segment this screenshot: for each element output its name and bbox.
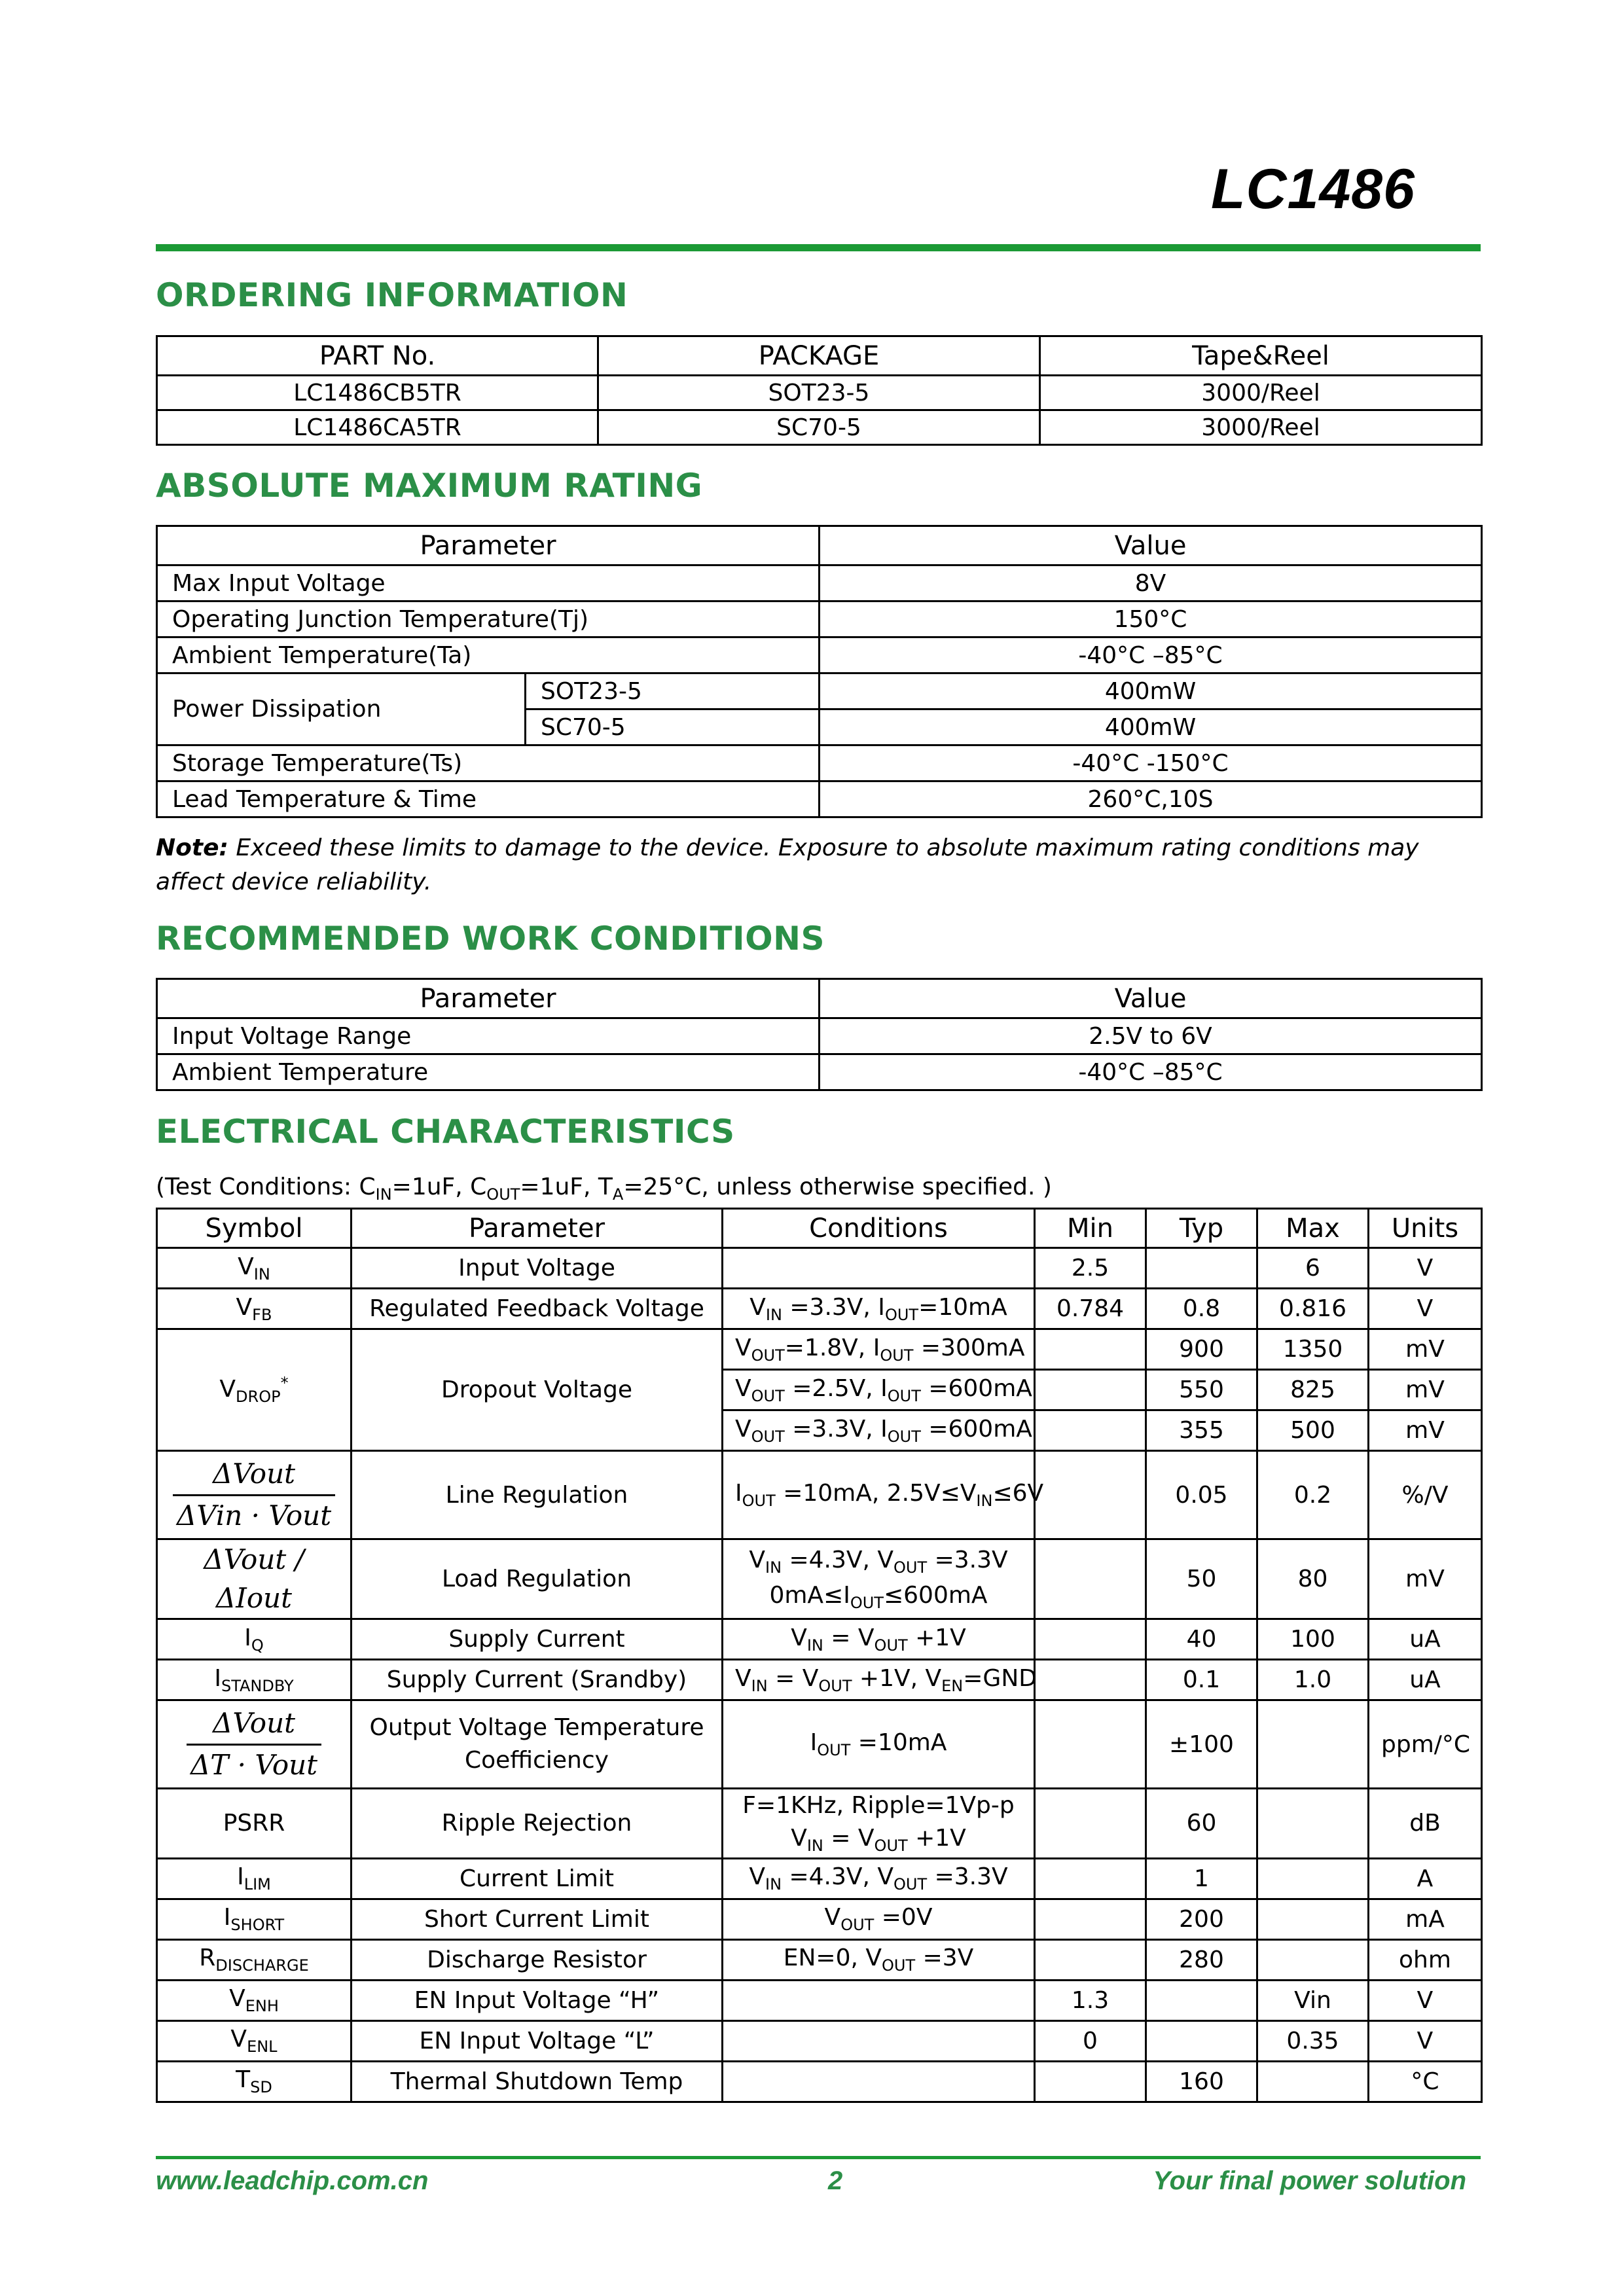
min-cell bbox=[1035, 1539, 1146, 1619]
ordering-title: ORDERING INFORMATION bbox=[156, 276, 628, 314]
typ-cell: 60 bbox=[1146, 1789, 1257, 1859]
max-cell bbox=[1257, 1858, 1369, 1899]
symbol-cell: $R_{DISCHARGE}$ bbox=[157, 1939, 352, 1980]
header-cell: Value bbox=[820, 979, 1482, 1018]
header-cell: Max bbox=[1257, 1209, 1369, 1248]
table-row bbox=[157, 1700, 1482, 1789]
table-row bbox=[157, 410, 1482, 445]
table-cell: SC70-5 bbox=[598, 410, 1040, 445]
table-cell: 3000/Reel bbox=[1040, 410, 1482, 445]
table-row bbox=[157, 565, 1482, 601]
unit-cell: V bbox=[1369, 2020, 1482, 2061]
param-cell: Regulated Feedback Voltage bbox=[352, 1289, 723, 1329]
table-row bbox=[157, 1660, 1482, 1700]
table-row bbox=[157, 1789, 1482, 1859]
min-cell bbox=[1035, 1329, 1146, 1370]
max-cell bbox=[1257, 1700, 1369, 1789]
recommended-title: RECOMMENDED WORK CONDITIONS bbox=[156, 920, 825, 958]
symbol-cell: $I_{SHORT}$ bbox=[157, 1899, 352, 1939]
footer-website-link[interactable]: www.leadchip.com.cn bbox=[156, 2166, 429, 2195]
min-cell bbox=[1035, 1939, 1146, 1980]
param-cell: Supply Current bbox=[352, 1619, 723, 1660]
cond-cell: F=1KHz, Ripple=1Vp-p $V_{IN} = V_{OUT} +1V$ bbox=[723, 1789, 1035, 1859]
header-cell: Value bbox=[820, 526, 1482, 565]
table-cell: Operating Junction Temperature(Tj) bbox=[157, 601, 820, 637]
unit-cell: ppm/°C bbox=[1369, 1700, 1482, 1789]
table-row bbox=[157, 1289, 1482, 1329]
min-cell bbox=[1035, 1899, 1146, 1939]
test-conditions: (Test Conditions: $C_{IN}=1uF$, $C_{OUT}=1uF$, $T_A=25^\circ C$, unless otherwise specified. ) bbox=[156, 1174, 1052, 1204]
max-cell: 100 bbox=[1257, 1619, 1369, 1660]
unit-cell: dB bbox=[1369, 1789, 1482, 1859]
unit-cell: mV bbox=[1369, 1539, 1482, 1619]
table-cell: Storage Temperature(Ts) bbox=[157, 745, 820, 781]
table-row bbox=[157, 1939, 1482, 1980]
note-text: Exceed these limits to damage to the device. Exposure to absolute maximum rating conditions may affect device reliability. bbox=[156, 834, 1419, 895]
max-cell bbox=[1257, 1899, 1369, 1939]
cond-cell bbox=[723, 1248, 1035, 1289]
max-cell: 6 bbox=[1257, 1248, 1369, 1289]
header-cell: Parameter bbox=[157, 526, 820, 565]
typ-cell: 550 bbox=[1146, 1370, 1257, 1410]
max-cell: 825 bbox=[1257, 1370, 1369, 1410]
table-row bbox=[157, 1539, 1482, 1619]
table-row bbox=[157, 1899, 1482, 1939]
typ-cell: 0.05 bbox=[1146, 1451, 1257, 1539]
min-cell bbox=[1035, 1858, 1146, 1899]
table-cell: SOT23-5 bbox=[526, 673, 820, 709]
table-cell: Max Input Voltage bbox=[157, 565, 820, 601]
min-cell bbox=[1035, 1789, 1146, 1859]
max-cell: 80 bbox=[1257, 1539, 1369, 1619]
unit-cell: %/V bbox=[1369, 1451, 1482, 1539]
param-cell: Thermal Shutdown Temp bbox=[352, 2061, 723, 2102]
cond-cell: $V_{IN} = V_{OUT} +1V$, $V_{EN}=GND$ bbox=[723, 1660, 1035, 1700]
table-cell: SC70-5 bbox=[526, 709, 820, 745]
unit-cell: uA bbox=[1369, 1619, 1482, 1660]
typ-cell: 40 bbox=[1146, 1619, 1257, 1660]
header-cell: Conditions bbox=[723, 1209, 1035, 1248]
table-cell: Input Voltage Range bbox=[157, 1018, 820, 1054]
param-cell: Output Voltage Temperature Coefficiency bbox=[352, 1700, 723, 1789]
table-row bbox=[157, 2061, 1482, 2102]
table-row bbox=[157, 2020, 1482, 2061]
symbol-cell: $V_{ENH}$ bbox=[157, 1980, 352, 2020]
header-cell: Symbol bbox=[157, 1209, 352, 1248]
param-cell: Ripple Rejection bbox=[352, 1789, 723, 1859]
table-cell: 260°C,10S bbox=[820, 781, 1482, 817]
symbol-cell: $V_{DROP}^*$ bbox=[157, 1329, 352, 1451]
param-cell: Discharge Resistor bbox=[352, 1939, 723, 1980]
min-cell bbox=[1035, 1370, 1146, 1410]
symbol-cell bbox=[157, 1539, 352, 1619]
max-cell: 1.0 bbox=[1257, 1660, 1369, 1700]
min-cell bbox=[1035, 1451, 1146, 1539]
max-cell: 0.35 bbox=[1257, 2020, 1369, 2061]
param-cell: Current Limit bbox=[352, 1858, 723, 1899]
unit-cell: V bbox=[1369, 1248, 1482, 1289]
cond-cell: $V_{IN} = V_{OUT} +1V$ bbox=[723, 1619, 1035, 1660]
symbol-cell: $T_{SD}$ bbox=[157, 2061, 352, 2102]
typ-cell: 0.1 bbox=[1146, 1660, 1257, 1700]
cond-cell: $I_{OUT} =10mA$ bbox=[723, 1700, 1035, 1789]
cond-cell: $V_{OUT} =0V$ bbox=[723, 1899, 1035, 1939]
table-row bbox=[157, 1858, 1482, 1899]
header-rule bbox=[156, 244, 1481, 251]
param-cell: Line Regulation bbox=[352, 1451, 723, 1539]
table-cell: -40°C -150°C bbox=[820, 745, 1482, 781]
table-cell: 400mW bbox=[820, 673, 1482, 709]
table-row bbox=[157, 601, 1482, 637]
footer-rule bbox=[156, 2156, 1481, 2159]
header-cell: PART No. bbox=[157, 336, 598, 376]
table-cell: -40°C –85°C bbox=[820, 1054, 1482, 1090]
line-reg-formula: $\frac{\text{ΔVout}}{\text{ΔVin · Vout}}$ bbox=[173, 1458, 335, 1532]
recommended-table bbox=[156, 978, 1483, 1091]
min-cell: 1.3 bbox=[1035, 1980, 1146, 2020]
cond-cell: EN=0, $V_{OUT} =3V$ bbox=[723, 1939, 1035, 1980]
max-cell: 1350 bbox=[1257, 1329, 1369, 1370]
cond-cell bbox=[723, 2061, 1035, 2102]
absmax-note bbox=[156, 831, 1481, 899]
max-cell: 500 bbox=[1257, 1410, 1369, 1451]
table-cell: LC1486CA5TR bbox=[157, 410, 598, 445]
max-cell bbox=[1257, 2061, 1369, 2102]
typ-cell: 0.8 bbox=[1146, 1289, 1257, 1329]
table-cell: Power Dissipation bbox=[157, 673, 526, 745]
table-cell: SOT23-5 bbox=[598, 376, 1040, 410]
max-cell: 0.2 bbox=[1257, 1451, 1369, 1539]
cond-cell: $V_{OUT} =3.3V$, $I_{OUT} =600mA$ bbox=[723, 1410, 1035, 1451]
symbol-cell bbox=[157, 1700, 352, 1789]
table-row bbox=[157, 1451, 1482, 1539]
electrical-title: ELECTRICAL CHARACTERISTICS bbox=[156, 1113, 735, 1151]
max-cell bbox=[1257, 1789, 1369, 1859]
symbol-cell: $V_{ENL}$ bbox=[157, 2020, 352, 2061]
cond-cell bbox=[723, 2020, 1035, 2061]
typ-cell bbox=[1146, 1980, 1257, 2020]
unit-cell: mV bbox=[1369, 1410, 1482, 1451]
symbol-cell: $I_{LIM}$ bbox=[157, 1858, 352, 1899]
symbol-cell: $V_{IN}$ bbox=[157, 1248, 352, 1289]
symbol-cell: $I_Q$ bbox=[157, 1619, 352, 1660]
table-row bbox=[157, 745, 1482, 781]
header-cell: Units bbox=[1369, 1209, 1482, 1248]
min-cell bbox=[1035, 2061, 1146, 2102]
typ-cell bbox=[1146, 2020, 1257, 2061]
unit-cell: mV bbox=[1369, 1370, 1482, 1410]
note-label: Note: bbox=[156, 834, 228, 861]
unit-cell: ohm bbox=[1369, 1939, 1482, 1980]
min-cell: 0 bbox=[1035, 2020, 1146, 2061]
typ-cell: 1 bbox=[1146, 1858, 1257, 1899]
absmax-title: ABSOLUTE MAXIMUM RATING bbox=[156, 467, 703, 505]
ordering-table bbox=[156, 335, 1483, 446]
absmax-table bbox=[156, 525, 1483, 818]
table-row bbox=[157, 1980, 1482, 2020]
cond-cell: $V_{OUT} =2.5V$, $I_{OUT} =600mA$ bbox=[723, 1370, 1035, 1410]
symbol-cell: PSRR bbox=[157, 1789, 352, 1859]
load-reg-formula: ΔVout / ΔIout bbox=[204, 1543, 304, 1614]
param-cell: EN Input Voltage “L” bbox=[352, 2020, 723, 2061]
footer-tagline: Your final power solution bbox=[1153, 2166, 1466, 2195]
min-cell: 2.5 bbox=[1035, 1248, 1146, 1289]
cond-cell: $I_{OUT} =10mA$, $2.5V\le V_{IN}\le 6V$ bbox=[723, 1451, 1035, 1539]
unit-cell: A bbox=[1369, 1858, 1482, 1899]
typ-cell: 355 bbox=[1146, 1410, 1257, 1451]
unit-cell: V bbox=[1369, 1980, 1482, 2020]
table-cell: 150°C bbox=[820, 601, 1482, 637]
header-cell: PACKAGE bbox=[598, 336, 1040, 376]
table-cell: Lead Temperature & Time bbox=[157, 781, 820, 817]
header-cell: Parameter bbox=[352, 1209, 723, 1248]
min-cell bbox=[1035, 1700, 1146, 1789]
typ-cell bbox=[1146, 1248, 1257, 1289]
min-cell: 0.784 bbox=[1035, 1289, 1146, 1329]
param-cell: Short Current Limit bbox=[352, 1899, 723, 1939]
cond-cell: $V_{IN} =4.3V$, $V_{OUT} =3.3V$ bbox=[723, 1858, 1035, 1899]
header-cell: Min bbox=[1035, 1209, 1146, 1248]
typ-cell: 50 bbox=[1146, 1539, 1257, 1619]
typ-cell: 200 bbox=[1146, 1899, 1257, 1939]
table-cell: 2.5V to 6V bbox=[820, 1018, 1482, 1054]
cond-cell bbox=[723, 1980, 1035, 2020]
max-cell: Vin bbox=[1257, 1980, 1369, 2020]
param-cell: Input Voltage bbox=[352, 1248, 723, 1289]
symbol-cell: $V_{FB}$ bbox=[157, 1289, 352, 1329]
table-row bbox=[157, 1248, 1482, 1289]
typ-cell: ±100 bbox=[1146, 1700, 1257, 1789]
electrical-table bbox=[156, 1208, 1483, 2103]
header-cell: Tape&Reel bbox=[1040, 336, 1482, 376]
unit-cell: mA bbox=[1369, 1899, 1482, 1939]
max-cell: 0.816 bbox=[1257, 1289, 1369, 1329]
symbol-cell bbox=[157, 1451, 352, 1539]
table-cell: 8V bbox=[820, 565, 1482, 601]
table-row bbox=[157, 1018, 1482, 1054]
unit-cell: uA bbox=[1369, 1660, 1482, 1700]
header-cell: Typ bbox=[1146, 1209, 1257, 1248]
typ-cell: 280 bbox=[1146, 1939, 1257, 1980]
typ-cell: 160 bbox=[1146, 2061, 1257, 2102]
header-cell: Parameter bbox=[157, 979, 820, 1018]
table-cell: LC1486CB5TR bbox=[157, 376, 598, 410]
param-cell: Supply Current (Srandby) bbox=[352, 1660, 723, 1700]
table-row bbox=[157, 376, 1482, 410]
param-cell: Dropout Voltage bbox=[352, 1329, 723, 1451]
tempco-formula: $\frac{\text{ΔVout}}{\text{ΔT · Vout}}$ bbox=[187, 1708, 321, 1781]
table-cell: 400mW bbox=[820, 709, 1482, 745]
table-row bbox=[157, 673, 1482, 709]
symbol-cell: $I_{STANDBY}$ bbox=[157, 1660, 352, 1700]
table-row bbox=[157, 637, 1482, 673]
cond-cell: $V_{IN} =4.3V$, $V_{OUT} =3.3V$ $0mA\le I_{OUT}\le 600mA$ bbox=[723, 1539, 1035, 1619]
table-row bbox=[157, 1619, 1482, 1660]
table-row bbox=[157, 1329, 1482, 1370]
table-row bbox=[157, 1054, 1482, 1090]
table-cell: -40°C –85°C bbox=[820, 637, 1482, 673]
min-cell bbox=[1035, 1660, 1146, 1700]
document-title: LC1486 bbox=[1211, 158, 1415, 221]
min-cell bbox=[1035, 1410, 1146, 1451]
min-cell bbox=[1035, 1619, 1146, 1660]
page-number: 2 bbox=[828, 2166, 843, 2195]
cond-cell: $V_{IN} =3.3V$, $I_{OUT}=10mA$ bbox=[723, 1289, 1035, 1329]
cond-cell: $V_{OUT}=1.8V$, $I_{OUT} =300mA$ bbox=[723, 1329, 1035, 1370]
unit-cell: V bbox=[1369, 1289, 1482, 1329]
unit-cell: mV bbox=[1369, 1329, 1482, 1370]
table-row bbox=[157, 781, 1482, 817]
param-cell: Load Regulation bbox=[352, 1539, 723, 1619]
unit-cell: °C bbox=[1369, 2061, 1482, 2102]
param-cell: EN Input Voltage “H” bbox=[352, 1980, 723, 2020]
table-cell: 3000/Reel bbox=[1040, 376, 1482, 410]
max-cell bbox=[1257, 1939, 1369, 1980]
table-cell: Ambient Temperature bbox=[157, 1054, 820, 1090]
table-cell: Ambient Temperature(Ta) bbox=[157, 637, 820, 673]
typ-cell: 900 bbox=[1146, 1329, 1257, 1370]
